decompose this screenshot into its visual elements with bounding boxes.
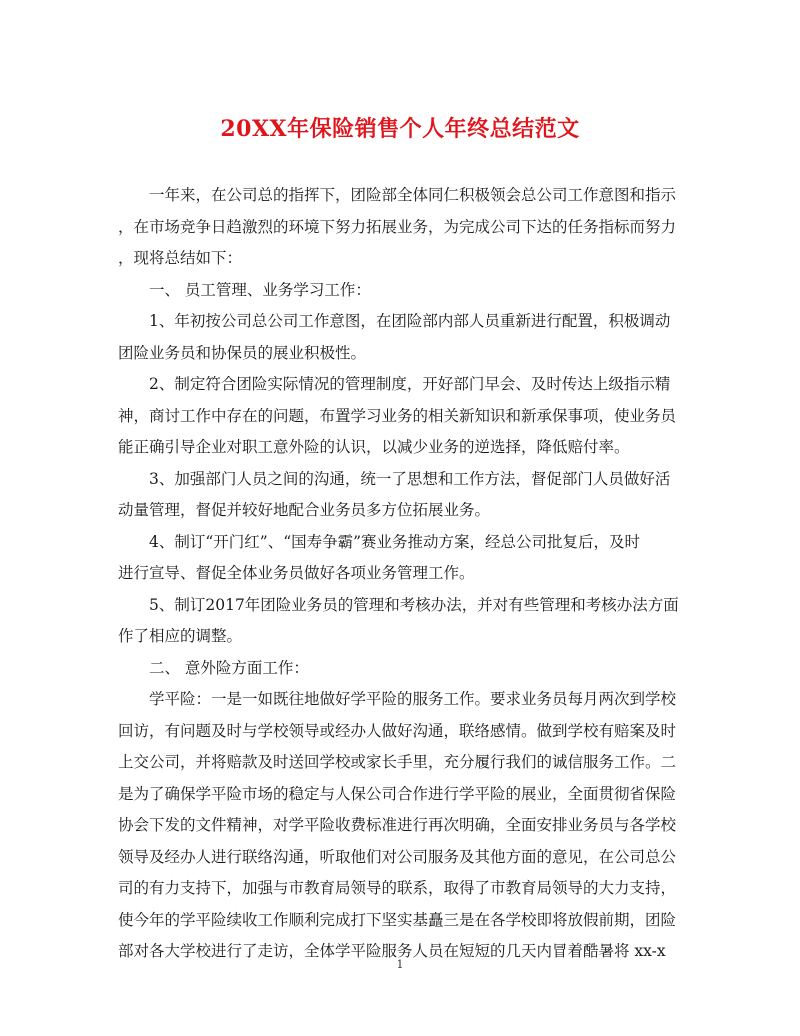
text-line: 一年来，在公司总的指挥下，团险部全体同仁积极领会总公司工作意图和指示 bbox=[149, 186, 677, 204]
text-line: 领导及经办人进行联络沟通，听取他们对公司服务及其他方面的意见，在公司总公 bbox=[118, 847, 677, 866]
text-line: 是为了确保学平险市场的稳定与人保公司合作进行学平险的展业，全面贯彻省保险 bbox=[118, 784, 677, 803]
text-line: 能正确引导企业对职工意外险的认识，以减少业务的逆选择，降低赔付率。 bbox=[118, 438, 630, 456]
text-line: ，现将总结如下： bbox=[118, 249, 243, 267]
document-body bbox=[118, 180, 684, 968]
text-line: 动量管理，督促并较好地配合业务员多方位拓展业务。 bbox=[118, 501, 491, 519]
text-line: 进行宣导、督促全体业务员做好各项业务管理工作。 bbox=[118, 564, 475, 582]
text-line: 一、 员工管理、业务学习工作： bbox=[149, 280, 371, 299]
text-line: 4、制订“开门红”、“国寿争霸”赛业务推动方案，经总公司批复后，及时 bbox=[149, 532, 641, 551]
text-line: 作了相应的调整。 bbox=[118, 627, 243, 645]
text-line: 回访，有问题及时与学校领导或经办人做好沟通，联络感情。做到学校有赔案及时 bbox=[118, 721, 677, 740]
text-line: 3、加强部门人员之间的沟通，统一了思想和工作方法，督促部门人员做好活 bbox=[149, 469, 671, 488]
text-line: 使今年的学平险续收工作顺利完成打下坚实基矗三是在各学校即将放假前期，团险 bbox=[118, 910, 677, 929]
text-line: 二、 意外险方面工作： bbox=[149, 658, 309, 677]
page-number: 1 bbox=[396, 958, 404, 971]
text-line: ，在市场竞争日趋激烈的环境下努力拓展业务，为完成公司下达的任务指标而努力 bbox=[118, 217, 677, 236]
text-line: 学平险：一是一如既往地做好学平险的服务工作。要求业务员每月两次到学校 bbox=[149, 690, 677, 708]
text-line: 司的有力支持下，加强与市教育局领导的联系，取得了市教育局领导的大力支持， bbox=[118, 879, 677, 897]
text-line: 5、制订2017年团险业务员的管理和考核办法，并对有些管理和考核办法方面 bbox=[149, 595, 679, 614]
text-line: 2、制定符合团险实际情况的管理制度，开好部门早会、及时传达上级指示精 bbox=[149, 375, 671, 393]
text-line: 协会下发的文件精神，对学平险收费标准进行再次明确，全面安排业务员与各学校 bbox=[118, 816, 677, 834]
text-line: 上交公司，并将赔款及时送回学校或家长手里，充分履行我们的诚信服务工作。二 bbox=[118, 753, 677, 771]
text-line: 1、年初按公司总公司工作意图，在团险部内部人员重新进行配置，积极调动 bbox=[149, 312, 671, 330]
text-line: 神，商讨工作中存在的问题，布置学习业务的相关新知识和新承保事项，使业务员 bbox=[118, 406, 677, 425]
text-line: 团险业务员和协保员的展业积极性。 bbox=[118, 343, 367, 362]
document-title: 20XX年保险销售个人年终总结范文 bbox=[220, 116, 580, 142]
text-line: 部对各大学校进行了走访，全体学平险服务人员在短短的几天内冒着酷暑将 xx-x bbox=[118, 942, 666, 960]
